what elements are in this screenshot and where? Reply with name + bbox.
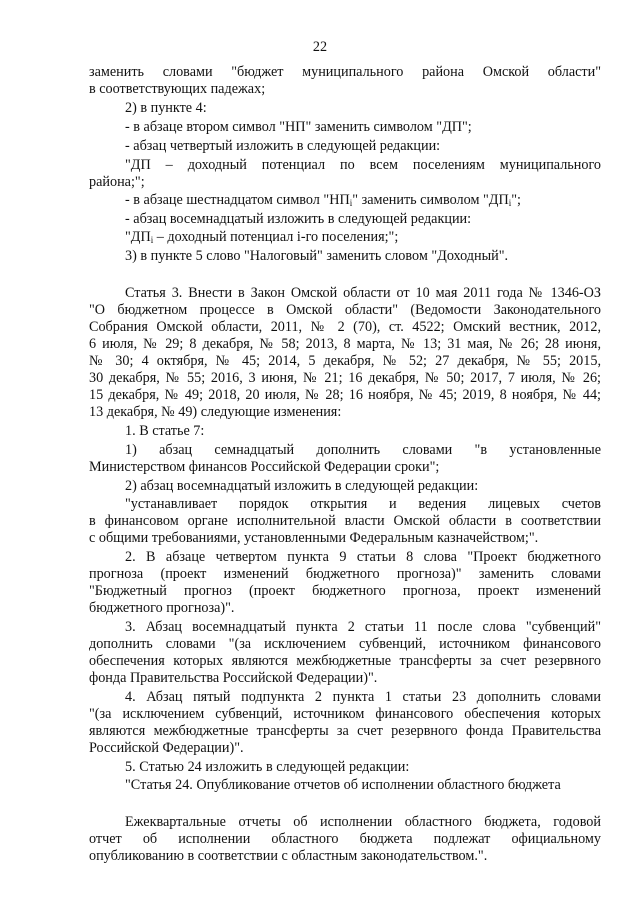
text-line: - абзац восемнадцатый изложить в следующей редакции: <box>125 211 472 227</box>
text-line: № 30; 4 октября, № 45; 2014, 5 декабря, № 52; 27 декабря, № 55; 2015, <box>89 353 601 369</box>
text-line: 2. В абзаце четвертом пункта 9 статьи 8 слова "Проект бюджетного <box>125 549 601 565</box>
text-line: района;"; <box>89 174 145 190</box>
text-segment: "; <box>511 192 521 208</box>
text-line: - в абзаце втором символ "НП" заменить символом "ДП"; <box>125 119 472 135</box>
text-line: дополнить словами "(за исключением субвенций, источником финансового <box>89 636 601 652</box>
text-line: 3. Абзац восемнадцатый пункта 2 статьи 11 после слова "субвенций" <box>125 619 601 635</box>
text-line: "(за исключением субвенций, источником финансового обеспечения которых <box>89 706 601 722</box>
text-line: "О бюджетном процессе в Омской области" (Ведомости Законодательного <box>89 302 601 318</box>
text-line: с общими требованиями, установленными Федеральным казначейством;". <box>89 530 539 546</box>
text-line: 1) абзац семнадцатый дополнить словами "в установленные <box>125 442 601 458</box>
text-line: бюджетного прогноза)". <box>89 600 235 616</box>
text-line: "ДП – доходный потенциал по всем поселениям муниципального <box>125 157 601 173</box>
text-line: 3) в пункте 5 слово "Налоговый" заменить словом "Доходный". <box>125 248 509 264</box>
text-line: Министерством финансов Российской Федерации сроки"; <box>89 459 440 475</box>
text-line: 13 декабря, № 49) следующие изменения: <box>89 404 342 420</box>
subscript-i: i <box>349 198 353 208</box>
text-segment: – доходный потенциал i-го поселения;"; <box>153 229 399 245</box>
text-line: 6 июля, № 29; 8 декабря, № 58; 2013, 8 марта, № 13; 31 мая, № 26; 28 июня, <box>89 336 601 352</box>
text-line: Ежеквартальные отчеты об исполнении областного бюджета, годовой <box>125 814 601 830</box>
text-line: 15 декабря, № 49; 2018, 20 июля, № 28; 16 ноября, № 45; 2019, 8 ноября, № 44; <box>89 387 601 403</box>
text-line <box>125 192 601 212</box>
text-line: обеспечения которых являются межбюджетные трансферты за счет резервного <box>89 653 601 669</box>
text-segment: "ДП <box>125 229 151 245</box>
text-line: прогноза (проект изменений бюджетного прогноза)" заменить словами <box>89 566 601 582</box>
text-line <box>125 229 601 249</box>
text-line: 5. Статью 24 изложить в следующей редакции: <box>125 759 410 775</box>
subscript-i: i <box>150 235 154 245</box>
page-number: 22 <box>312 39 328 55</box>
text-segment: " заменить символом "ДП <box>352 192 509 208</box>
text-line: - абзац четвертый изложить в следующей редакции: <box>125 138 441 154</box>
text-line: 2) абзац восемнадцатый изложить в следующей редакции: <box>125 478 479 494</box>
text-line: Собрания Омской области, 2011, № 2 (70), ст. 4522; Омский вестник, 2012, <box>89 319 601 335</box>
text-line: 1. В статье 7: <box>125 423 205 439</box>
text-line: Российской Федерации)". <box>89 740 244 756</box>
text-line: заменить словами "бюджет муниципального района Омской области" <box>89 64 601 80</box>
text-line: "Бюджетный прогноз (проект бюджетного прогноза, проект изменений <box>89 583 601 599</box>
text-line: в соответствующих падежах; <box>89 81 266 97</box>
text-line: являются межбюджетные трансферты за счет резервного фонда Правительства <box>89 723 601 739</box>
text-line: "Статья 24. Опубликование отчетов об исполнении областного бюджета <box>125 777 561 793</box>
text-line: Статья 3. Внести в Закон Омской области от 10 мая 2011 года № 1346-ОЗ <box>125 285 601 301</box>
text-line: 30 декабря, № 55; 2016, 3 июня, № 21; 16 декабря, № 50; 2017, 7 июля, № 26; <box>89 370 601 386</box>
text-line: отчет об исполнении областного бюджета подлежат официальному <box>89 831 601 847</box>
text-line: в финансовом органе исполнительной власти Омской области в соответствии <box>89 513 601 529</box>
text-line: 2) в пункте 4: <box>125 100 207 116</box>
subscript-i: i <box>508 198 512 208</box>
text-line: опубликованию в соответствии с областным законодательством.". <box>89 848 488 864</box>
text-line: "устанавливает порядок открытия и ведения лицевых счетов <box>125 496 601 512</box>
text-line: фонда Правительства Российской Федерации)". <box>89 670 378 686</box>
text-line: 4. Абзац пятый подпункта 2 пункта 1 статьи 23 дополнить словами <box>125 689 601 705</box>
text-segment: - в абзаце шестнадцатом символ "НП <box>125 192 350 208</box>
